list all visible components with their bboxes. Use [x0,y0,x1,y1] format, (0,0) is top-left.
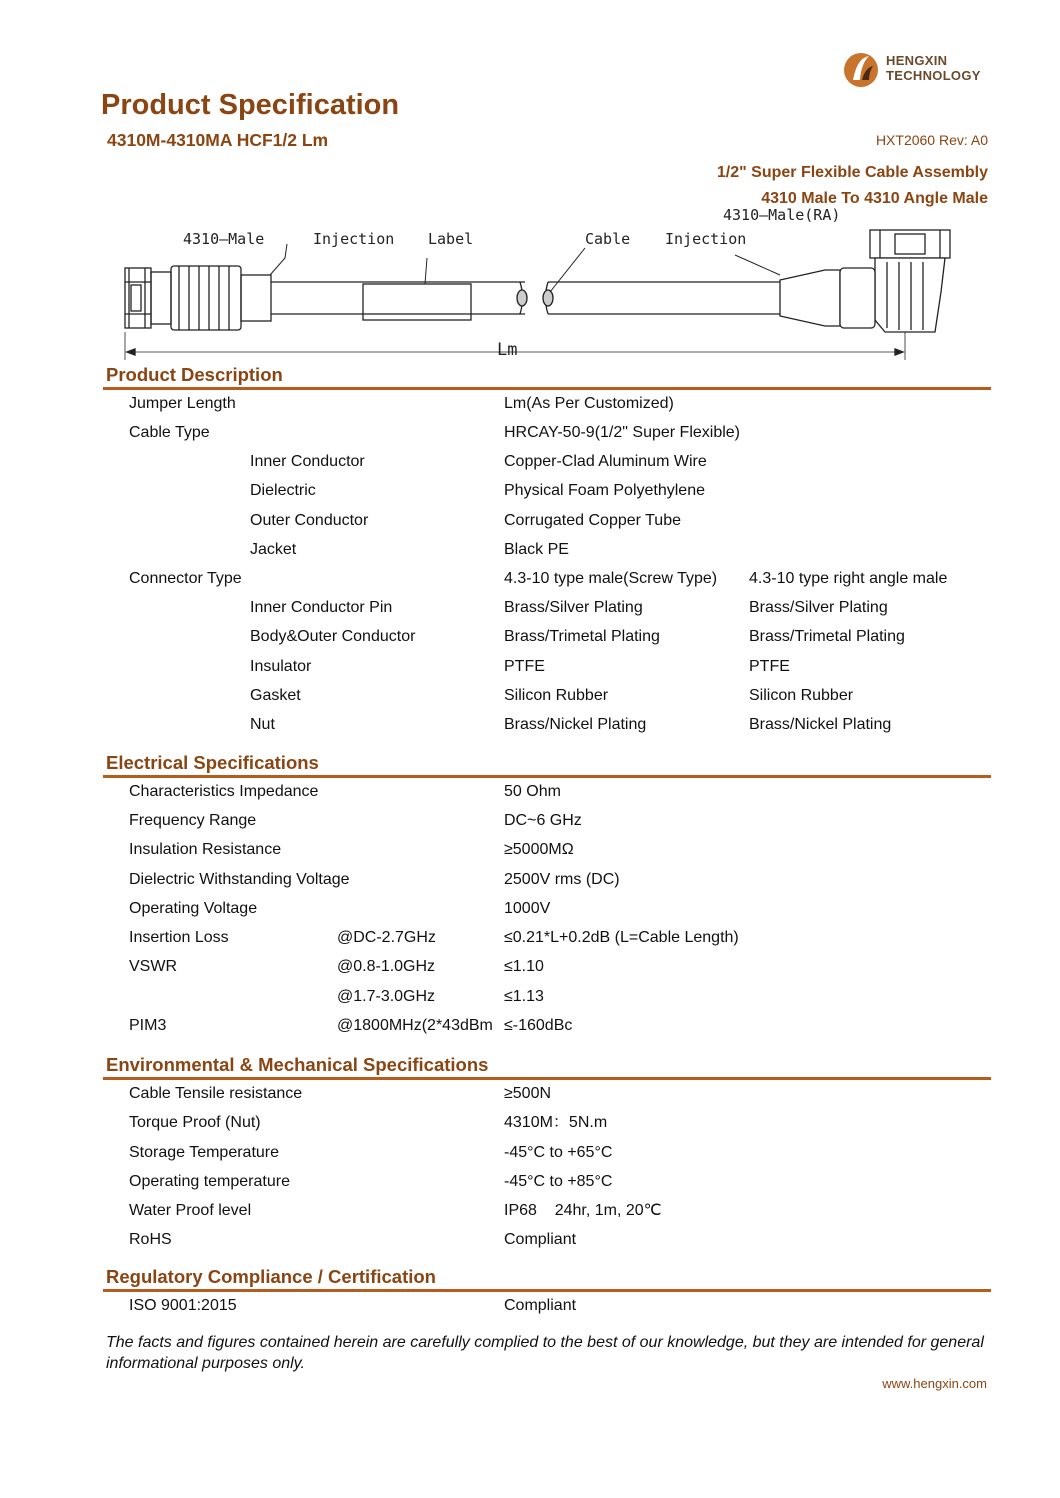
table-row: Dielectric Physical Foam Polyethylene [250,482,705,499]
table-row: PIM3 @1800MHz(2*43dBm ≤-160dBc [129,1017,573,1034]
table-row: @1.7-3.0GHz ≤1.13 [337,988,544,1005]
page-title: Product Specification [101,89,400,121]
table-row: Gasket Silicon Rubber Silicon Rubber [250,687,854,704]
cable-assembly-drawing [115,200,965,362]
label-length: Lm [497,340,518,360]
label-cable: Cable [585,230,631,248]
table-row: Jacket Black PE [250,541,569,558]
section-divider [103,387,991,390]
table-row: ISO 9001:2015 Compliant [129,1297,577,1314]
hengxin-logo-icon [843,50,883,90]
table-row: RoHS Compliant [129,1231,577,1248]
model-number: 4310M-4310MA HCF1/2 Lm [107,130,329,150]
table-row: Outer Conductor Corrugated Copper Tube [250,512,681,529]
table-row: VSWR @0.8-1.0GHz ≤1.10 [129,958,544,975]
label-left-male: 4310—Male [183,230,265,248]
product-heading-2: 4310 Male To 4310 Angle Male [761,190,988,207]
table-row: Characteristics Impedance 50 Ohm [129,783,561,800]
disclaimer: The facts and figures contained herein are carefully complied to the best of our knowledge, but they are intended for general informational purposes only. [106,1334,984,1372]
table-row: Cable Tensile resistance ≥500N [129,1085,552,1102]
left-connector-drawing [125,266,271,330]
table-row: Water Proof level IP68 24hr, 1m, 20℃ [129,1202,662,1219]
table-row: Storage Temperature -45°C to +65°C [129,1144,613,1161]
label-right-male-ra: 4310—Male(RA) [723,206,841,224]
company-logo [843,50,993,90]
table-row: Body&Outer Conductor Brass/Trimetal Plating Brass/Trimetal Plating [250,628,905,645]
table-row: Dielectric Withstanding Voltage 2500V rms (DC) [129,871,620,888]
section-divider [103,1077,991,1080]
product-heading-1: 1/2" Super Flexible Cable Assembly [716,164,988,181]
table-row: Jumper Length Lm(As Per Customized) [129,395,674,412]
brand-line2: TECHNOLOGY [886,68,981,83]
document-number: HXT2060 Rev: A0 [875,132,988,148]
section-divider [103,775,991,778]
label-left-injection: Injection [313,230,395,248]
table-row: Inner Conductor Pin Brass/Silver Plating Brass/Silver Plating [250,599,888,616]
brand-line1: HENGXIN [886,53,948,68]
table-row: Operating temperature -45°C to +85°C [129,1173,613,1190]
table-row: Insertion Loss @DC-2.7GHz ≤0.21*L+0.2dB (L=Cable Length) [129,929,739,946]
right-connector-drawing [840,230,950,332]
website-link[interactable]: www.hengxin.com [882,1376,987,1391]
table-row: Connector Type 4.3-10 type male(Screw Type) 4.3-10 type right angle male [129,570,948,587]
section-title-regulatory: Regulatory Compliance / Certification [106,1266,436,1287]
table-row: Frequency Range DC~6 GHz [129,812,582,829]
section-title-description: Product Description [106,364,283,385]
table-row: Insulator PTFE PTFE [250,658,790,675]
section-title-electrical: Electrical Specifications [106,752,319,773]
label-right-injection: Injection [665,230,747,248]
table-row: Insulation Resistance ≥5000MΩ [129,841,574,858]
section-title-environmental: Environmental & Mechanical Specifications [106,1054,489,1075]
table-row: Cable Type HRCAY-50-9(1/2" Super Flexible) [129,424,740,441]
table-row: Operating Voltage 1000V [129,900,551,917]
section-divider [103,1289,991,1292]
table-row: Inner Conductor Copper-Clad Aluminum Wire [250,453,707,470]
label-label: Label [428,230,474,248]
table-row: Torque Proof (Nut) 4310M：5N.m [129,1114,608,1131]
table-row: Nut Brass/Nickel Plating Brass/Nickel Plating [250,716,892,733]
